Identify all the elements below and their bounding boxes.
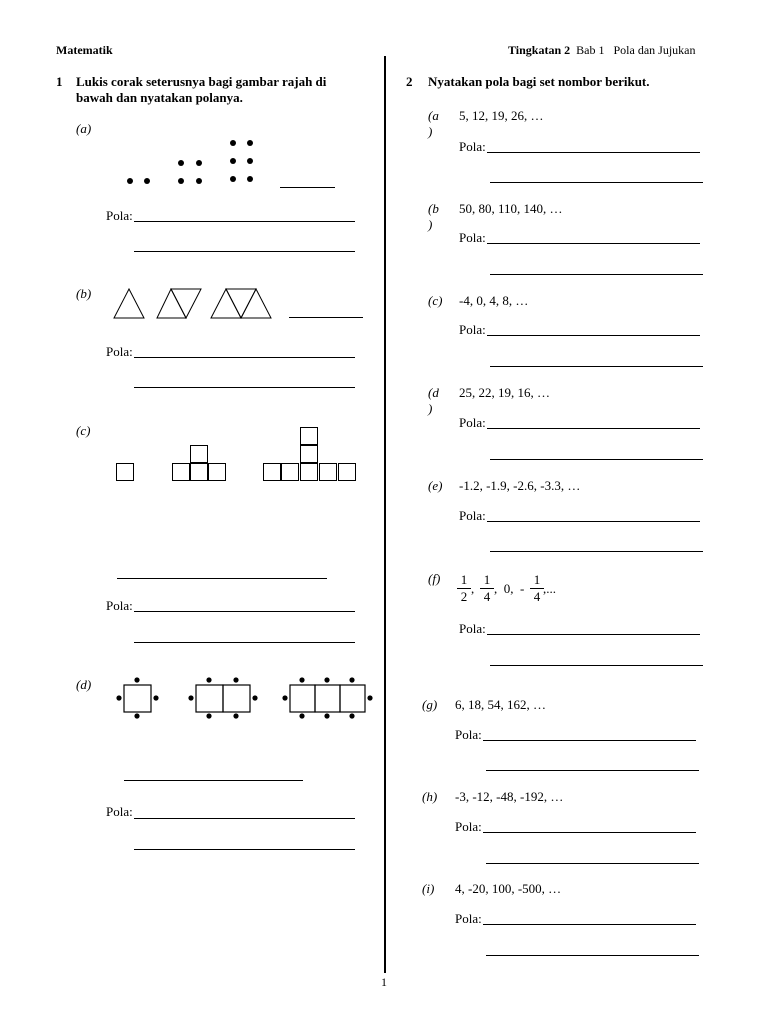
- q2h-answer-line-2[interactable]: [486, 863, 699, 864]
- q2a-answer-line-2[interactable]: [490, 182, 703, 183]
- triangle-pattern-figure: [108, 286, 278, 322]
- q2g-pola-label: Pola:: [455, 727, 482, 742]
- q2-text: Nyatakan pola bagi set nombor berikut.: [428, 74, 650, 89]
- q2g-label: (g): [422, 697, 438, 712]
- q2c-answer-line-1[interactable]: [487, 335, 700, 336]
- q2i-answer-line-1[interactable]: [483, 924, 696, 925]
- q2a-answer-line-1[interactable]: [487, 152, 700, 153]
- table-chair-pattern-figure: [114, 676, 378, 720]
- q1c-pola-label: Pola:: [106, 598, 133, 613]
- q1c-answer-line-2[interactable]: [134, 642, 355, 643]
- q1b-answer-line-1[interactable]: [134, 357, 355, 358]
- q2i-sequence: 4, -20, 100, -500, …: [455, 881, 562, 896]
- q2e-answer-line-1[interactable]: [487, 521, 700, 522]
- q2i-pola-label: Pola:: [455, 911, 482, 926]
- q2c-answer-line-2[interactable]: [490, 366, 703, 367]
- q2d-label: (d ): [428, 385, 439, 416]
- q2b-pola-label: Pola:: [459, 230, 486, 245]
- q2b-sequence: 50, 80, 110, 140, …: [459, 201, 563, 216]
- q2d-answer-line-2[interactable]: [490, 459, 703, 460]
- q1c-draw-line[interactable]: [117, 578, 327, 579]
- q2-number: 2: [406, 74, 413, 89]
- q1d-answer-line-1[interactable]: [134, 818, 355, 819]
- q2d-answer-line-1[interactable]: [487, 428, 700, 429]
- q2i-answer-line-2[interactable]: [486, 955, 699, 956]
- form-label: Tingkatan 2: [508, 43, 571, 57]
- q1b-label: (b): [76, 286, 92, 301]
- q2g-answer-line-1[interactable]: [483, 740, 696, 741]
- q1d-answer-line-2[interactable]: [134, 849, 355, 850]
- column-divider: [384, 56, 386, 973]
- q1b-answer-line-2[interactable]: [134, 387, 355, 388]
- q2g-sequence: 6, 18, 54, 162, …: [455, 697, 546, 712]
- q2c-label: (c): [428, 293, 443, 308]
- q2d-sequence: 25, 22, 19, 16, …: [459, 385, 550, 400]
- q2d-pola-label: Pola:: [459, 415, 486, 430]
- q2h-sequence: -3, -12, -48, -192, …: [455, 789, 564, 804]
- q2b-label: (b ): [428, 201, 439, 232]
- q2h-label: (h): [422, 789, 438, 804]
- q2c-pola-label: Pola:: [459, 322, 486, 337]
- q1a-answer-line-1[interactable]: [134, 221, 355, 222]
- q2h-pola-label: Pola:: [455, 819, 482, 834]
- q1c-label: (c): [76, 423, 91, 438]
- q2b-answer-line-2[interactable]: [490, 274, 703, 275]
- q2b-answer-line-1[interactable]: [487, 243, 700, 244]
- q1a-answer-line-2[interactable]: [134, 251, 355, 252]
- q1b-draw-line[interactable]: [289, 317, 363, 318]
- q2i-label: (i): [422, 881, 435, 896]
- q1-text-line1: Lukis corak seterusnya bagi gambar rajah di: [76, 74, 327, 89]
- q2f-answer-line-2[interactable]: [490, 665, 703, 666]
- chapter-header: [508, 43, 695, 58]
- fraction-1: 1 2: [457, 572, 471, 605]
- fraction-comma: ,: [471, 581, 475, 596]
- q2e-pola-label: Pola:: [459, 508, 486, 523]
- q2e-answer-line-2[interactable]: [490, 551, 703, 552]
- subject-header: Matematik: [56, 43, 113, 57]
- q2c-sequence: -4, 0, 4, 8, …: [459, 293, 529, 308]
- q2f-answer-line-1[interactable]: [487, 634, 700, 635]
- q2a-sequence: 5, 12, 19, 26, …: [459, 108, 544, 123]
- q1d-label: (d): [76, 677, 92, 692]
- chapter-label: Bab 1: [576, 43, 605, 57]
- fraction-2: 1 4: [480, 572, 494, 605]
- q2h-answer-line-1[interactable]: [483, 832, 696, 833]
- q1a-draw-line[interactable]: [280, 187, 335, 188]
- q1d-draw-line[interactable]: [124, 780, 303, 781]
- q1d-pola-label: Pola:: [106, 804, 133, 819]
- q1b-pola-label: Pola:: [106, 344, 133, 359]
- q2a-label: (a ): [428, 108, 439, 139]
- q1a-pola-label: Pola:: [106, 208, 133, 223]
- q1-text-line2: bawah dan nyatakan polanya.: [76, 90, 243, 105]
- q1a-label: (a): [76, 121, 92, 136]
- q2f-pola-label: Pola:: [459, 621, 486, 636]
- q1-number: 1: [56, 74, 63, 89]
- q2e-label: (e): [428, 478, 443, 493]
- q1c-answer-line-1[interactable]: [134, 611, 355, 612]
- fraction-3: 1 4: [530, 572, 544, 605]
- sequence-middle-text: , 0, -: [494, 581, 525, 596]
- q2f-label: (f): [428, 571, 441, 586]
- chapter-title: Pola dan Jujukan: [613, 43, 696, 57]
- page-number: 1: [381, 975, 387, 989]
- sequence-tail-text: ,...: [543, 581, 556, 596]
- q2g-answer-line-2[interactable]: [486, 770, 699, 771]
- q2a-pola-label: Pola:: [459, 139, 486, 154]
- q2e-sequence: -1.2, -1.9, -2.6, -3.3, …: [459, 478, 581, 493]
